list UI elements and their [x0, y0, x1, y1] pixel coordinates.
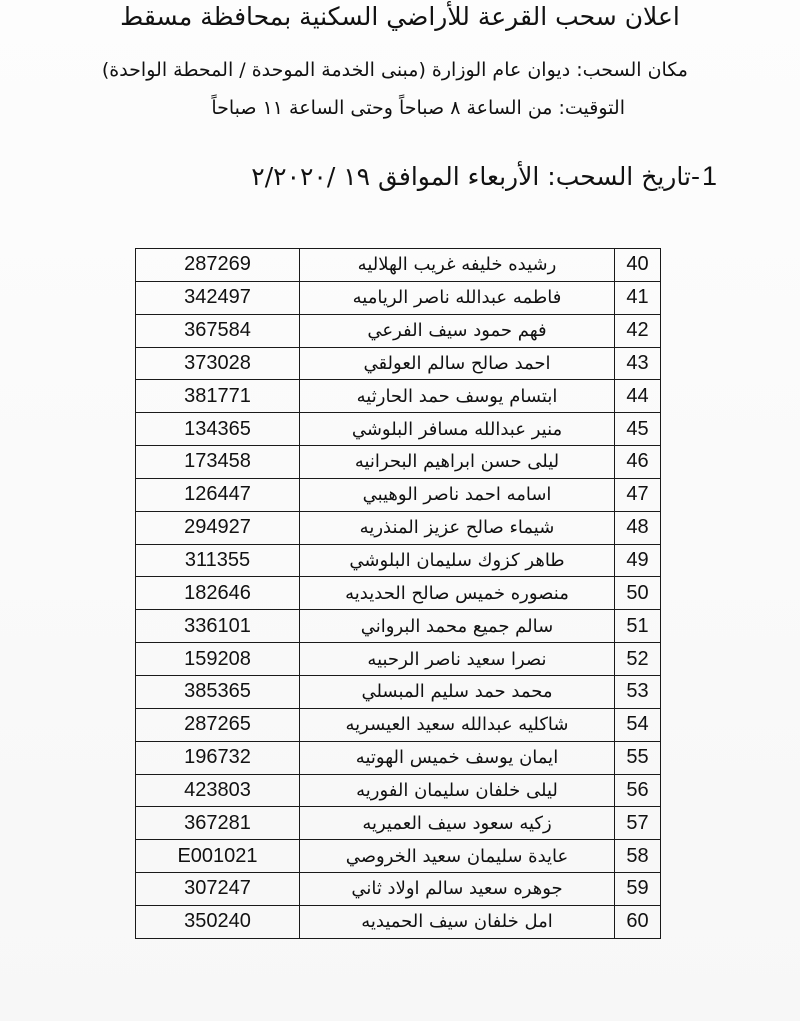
civil-id-cell: 311355: [136, 544, 300, 577]
row-number-cell: 43: [615, 347, 661, 380]
civil-id-cell: 287265: [136, 708, 300, 741]
name-cell: سالم جميع محمد البرواني: [300, 610, 615, 643]
civil-id-cell: 385365: [136, 675, 300, 708]
draw-date: [251, 160, 717, 193]
table-row: [136, 807, 661, 840]
table-row: [136, 741, 661, 774]
table-row: [136, 347, 661, 380]
name-cell: طاهر كزوك سليمان البلوشي: [300, 544, 615, 577]
civil-id-cell: 373028: [136, 347, 300, 380]
civil-id-cell: 134365: [136, 413, 300, 446]
name-cell: منير عبدالله مسافر البلوشي: [300, 413, 615, 446]
civil-id-cell: 336101: [136, 610, 300, 643]
table-row: [136, 413, 661, 446]
row-number-cell: 60: [615, 905, 661, 938]
civil-id-cell: 159208: [136, 643, 300, 676]
row-number-cell: 41: [615, 281, 661, 314]
civil-id-cell: 287269: [136, 249, 300, 282]
table-row: [136, 380, 661, 413]
table-row: [136, 249, 661, 282]
row-number-cell: 46: [615, 446, 661, 479]
table-row: [136, 905, 661, 938]
table-row: [136, 873, 661, 906]
table-row: [136, 314, 661, 347]
name-cell: زكيه سعود سيف العميريه: [300, 807, 615, 840]
name-cell: ايمان يوسف خميس الهوتيه: [300, 741, 615, 774]
name-cell: فاطمه عبدالله ناصر الرياميه: [300, 281, 615, 314]
table-row: [136, 281, 661, 314]
row-number-cell: 42: [615, 314, 661, 347]
civil-id-cell: 196732: [136, 741, 300, 774]
civil-id-cell: 350240: [136, 905, 300, 938]
row-number-cell: 59: [615, 873, 661, 906]
name-cell: منصوره خميس صالح الحديديه: [300, 577, 615, 610]
draw-date-label: -تاريخ السحب: الأربعاء الموافق ١٩ /٢/٢٠٢٠: [251, 162, 700, 191]
table-row: [136, 478, 661, 511]
civil-id-cell: 294927: [136, 511, 300, 544]
name-cell: نصرا سعيد ناصر الرحبيه: [300, 643, 615, 676]
name-cell: محمد حمد سليم المبسلي: [300, 675, 615, 708]
winners-table-body: [136, 249, 661, 939]
row-number-cell: 56: [615, 774, 661, 807]
row-number-cell: 58: [615, 840, 661, 873]
row-number-cell: 53: [615, 675, 661, 708]
table-row: [136, 840, 661, 873]
civil-id-cell: E001021: [136, 840, 300, 873]
table-row: [136, 708, 661, 741]
row-number-cell: 45: [615, 413, 661, 446]
row-number-cell: 55: [615, 741, 661, 774]
row-number-cell: 50: [615, 577, 661, 610]
table-row: [136, 446, 661, 479]
civil-id-cell: 173458: [136, 446, 300, 479]
table-row: [136, 577, 661, 610]
row-number-cell: 40: [615, 249, 661, 282]
draw-time: التوقيت: من الساعة ٨ صباحاً وحتى الساعة ١١ صباحاً: [211, 97, 625, 119]
row-number-cell: 54: [615, 708, 661, 741]
civil-id-cell: 423803: [136, 774, 300, 807]
table-row: [136, 675, 661, 708]
name-cell: جوهره سعيد سالم اولاد ثاني: [300, 873, 615, 906]
row-number-cell: 48: [615, 511, 661, 544]
civil-id-cell: 307247: [136, 873, 300, 906]
name-cell: ليلى حسن ابراهيم البحرانيه: [300, 446, 615, 479]
announcement-title: اعلان سحب القرعة للأراضي السكنية بمحافظة مسقط: [120, 2, 680, 31]
civil-id-cell: 381771: [136, 380, 300, 413]
name-cell: امل خلفان سيف الحميديه: [300, 905, 615, 938]
name-cell: فهم حمود سيف الفرعي: [300, 314, 615, 347]
name-cell: رشيده خليفه غريب الهلاليه: [300, 249, 615, 282]
table-row: [136, 774, 661, 807]
row-number-cell: 52: [615, 643, 661, 676]
draw-date-number: 1: [701, 161, 717, 191]
row-number-cell: 44: [615, 380, 661, 413]
name-cell: ليلى خلفان سليمان الفوريه: [300, 774, 615, 807]
table-row: [136, 544, 661, 577]
winners-table: [135, 248, 661, 939]
row-number-cell: 49: [615, 544, 661, 577]
row-number-cell: 51: [615, 610, 661, 643]
draw-location: مكان السحب: ديوان عام الوزارة (مبنى الخدمة الموحدة / المحطة الواحدة): [101, 59, 688, 81]
name-cell: شاكليه عبدالله سعيد العيسريه: [300, 708, 615, 741]
row-number-cell: 57: [615, 807, 661, 840]
name-cell: ابتسام يوسف حمد الحارثيه: [300, 380, 615, 413]
civil-id-cell: 367281: [136, 807, 300, 840]
table-row: [136, 610, 661, 643]
row-number-cell: 47: [615, 478, 661, 511]
civil-id-cell: 126447: [136, 478, 300, 511]
civil-id-cell: 182646: [136, 577, 300, 610]
civil-id-cell: 342497: [136, 281, 300, 314]
civil-id-cell: 367584: [136, 314, 300, 347]
table-row: [136, 643, 661, 676]
name-cell: شيماء صالح عزيز المنذريه: [300, 511, 615, 544]
name-cell: احمد صالح سالم العولقي: [300, 347, 615, 380]
table-row: [136, 511, 661, 544]
name-cell: اسامه احمد ناصر الوهيبي: [300, 478, 615, 511]
name-cell: عايدة سليمان سعيد الخروصي: [300, 840, 615, 873]
